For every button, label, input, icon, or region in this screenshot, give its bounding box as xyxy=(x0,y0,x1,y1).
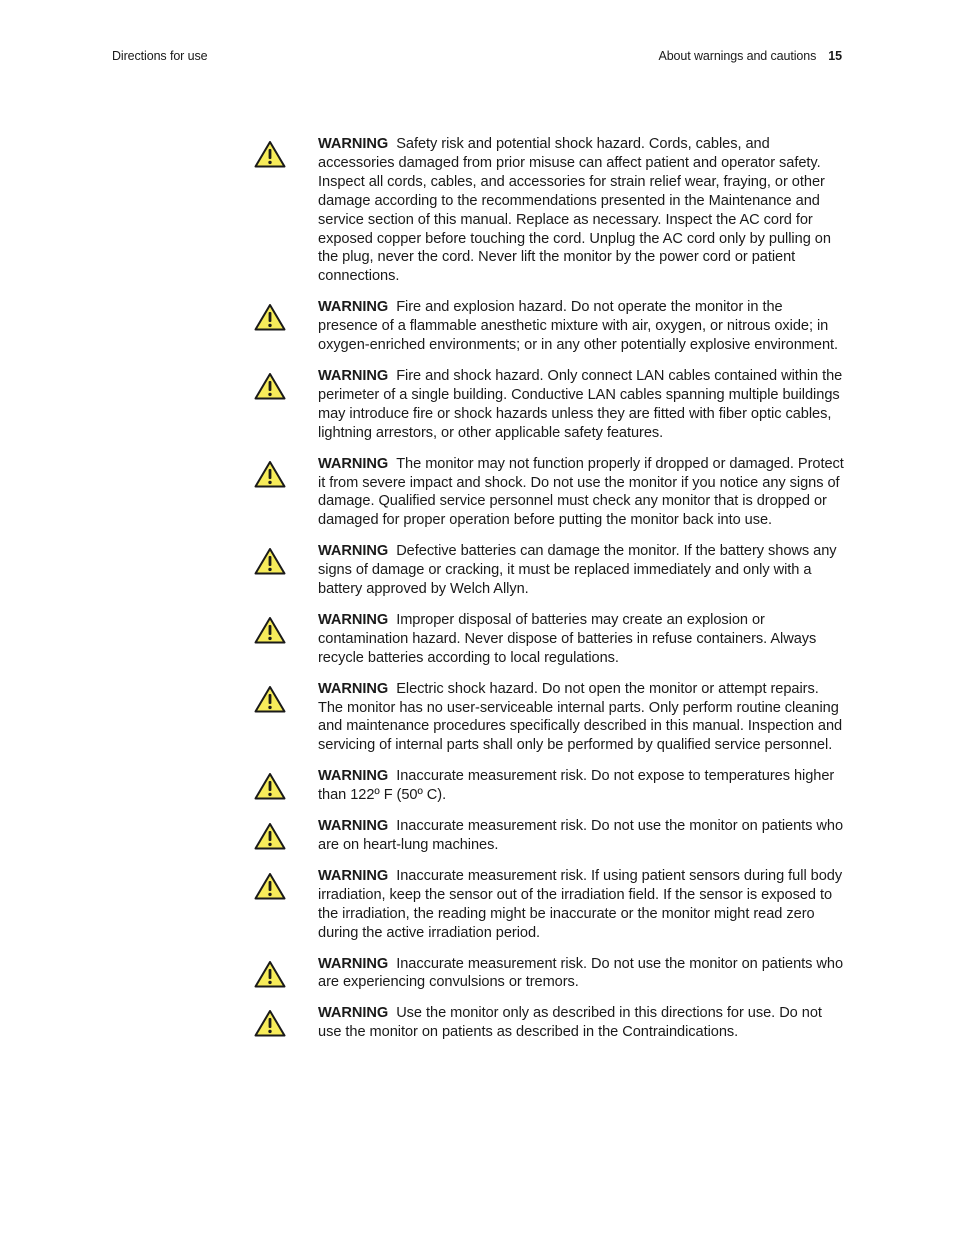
warning-triangle-icon xyxy=(254,822,286,850)
warning-triangle-icon xyxy=(254,872,286,900)
warning-item xyxy=(254,1004,844,1042)
warning-label: WARNING xyxy=(318,818,389,835)
section-title: About warnings and cautions xyxy=(658,49,817,63)
warning-triangle-icon xyxy=(254,547,286,575)
warning-triangle-icon xyxy=(254,372,286,400)
warning-label: WARNING xyxy=(318,955,389,972)
warning-item xyxy=(254,817,844,855)
warning-triangle-icon xyxy=(254,140,286,168)
warning-triangle-icon xyxy=(254,772,286,800)
warning-triangle-icon xyxy=(254,1009,286,1037)
warning-item xyxy=(254,867,844,943)
warning-item xyxy=(254,955,844,993)
running-header-section xyxy=(658,49,842,63)
warning-label: WARNING xyxy=(318,299,389,316)
warning-triangle-icon xyxy=(254,460,286,488)
warning-text: Safety risk and potential shock hazard. Cords, cables, and accessories damaged from prior misuse can affect patient and operator safety. Inspect all cords, cables, and accessories for strain relief wear, fraying, or other damage according to the recommendations presented in the Maintenance and service section of this manual. Replace as necessary. Inspect the AC cord for exposed copper before touching the cord. Unplug the AC cord only by pulling on the plug, never the cord. Never lift the monitor by the power cord or patient connections. xyxy=(318,136,831,285)
warning-triangle-icon xyxy=(254,616,286,644)
warning-text: Inaccurate measurement risk. Do not expose to temperatures higher than 122º F (50º C). xyxy=(318,768,835,804)
warning-label: WARNING xyxy=(318,367,389,384)
warning-triangle-icon xyxy=(254,685,286,713)
warning-text: Defective batteries can damage the monitor. If the battery shows any signs of damage or cracking, it must be replaced immediately and only with a battery approved by Welch Allyn. xyxy=(318,543,837,598)
warning-item xyxy=(254,611,844,668)
warning-triangle-icon xyxy=(254,303,286,331)
warning-label: WARNING xyxy=(318,1005,389,1022)
warning-text: Inaccurate measurement risk. Do not use the monitor on patients who are experiencing convulsions or tremors. xyxy=(318,955,844,991)
warning-text: Use the monitor only as described in this directions for use. Do not use the monitor on patients as described in the Contraindications. xyxy=(318,1005,822,1041)
warning-item xyxy=(254,367,844,443)
warning-label: WARNING xyxy=(318,867,389,884)
warning-triangle-icon xyxy=(254,960,286,988)
warning-list xyxy=(254,135,844,1042)
warning-label: WARNING xyxy=(318,768,389,785)
warning-item xyxy=(254,680,844,756)
warning-item xyxy=(254,298,844,355)
warning-label: WARNING xyxy=(318,611,389,628)
warning-item xyxy=(254,542,844,599)
page-number: 15 xyxy=(828,49,842,63)
warning-text: Fire and explosion hazard. Do not operate the monitor in the presence of a flammable anesthetic mixture with air, oxygen, or nitrous oxide; in oxygen-enriched environments; or in any other potentially explosive environment. xyxy=(318,299,839,354)
warning-text: The monitor may not function properly if dropped or damaged. Protect it from severe impact and shock. Do not use the monitor if you notice any signs of damage. Qualified service personnel must check any monitor that is dropped or damaged for proper operation before putting the monitor back into use. xyxy=(318,455,844,529)
warning-text: Improper disposal of batteries may create an explosion or contamination hazard. Never dispose of batteries in refuse containers. Always recycle batteries according to local regulations. xyxy=(318,611,817,666)
running-header-title: Directions for use xyxy=(112,49,208,63)
warning-label: WARNING xyxy=(318,136,389,152)
warning-text: Fire and shock hazard. Only connect LAN cables contained within the perimeter of a single building. Conductive LAN cables spanning multiple buildings may introduce fire or shock hazards unless they are fitted with fiber optic cables, lightning arrestors, or other applicable safety features. xyxy=(318,367,843,441)
warning-text: Inaccurate measurement risk. Do not use the monitor on patients who are on heart-lung machines. xyxy=(318,818,844,853)
warning-text: Inaccurate measurement risk. If using patient sensors during full body irradiation, keep the sensor out of the irradiation field. If the sensor is exposed to the irradiation, the reading might be inaccurate or the monitor might read zero during the active irradiation period. xyxy=(318,867,843,941)
warning-label: WARNING xyxy=(318,455,389,472)
warning-item xyxy=(254,135,844,286)
warning-label: WARNING xyxy=(318,543,389,560)
warning-item xyxy=(254,767,844,805)
warning-item xyxy=(254,455,844,531)
warning-label: WARNING xyxy=(318,680,389,697)
warning-text: Electric shock hazard. Do not open the monitor or attempt repairs. The monitor has no user-serviceable internal parts. Only perform routine cleaning and maintenance procedures specifically described in this manual. Inspection and servicing of internal parts shall only be performed by qualified service personnel. xyxy=(318,680,843,754)
